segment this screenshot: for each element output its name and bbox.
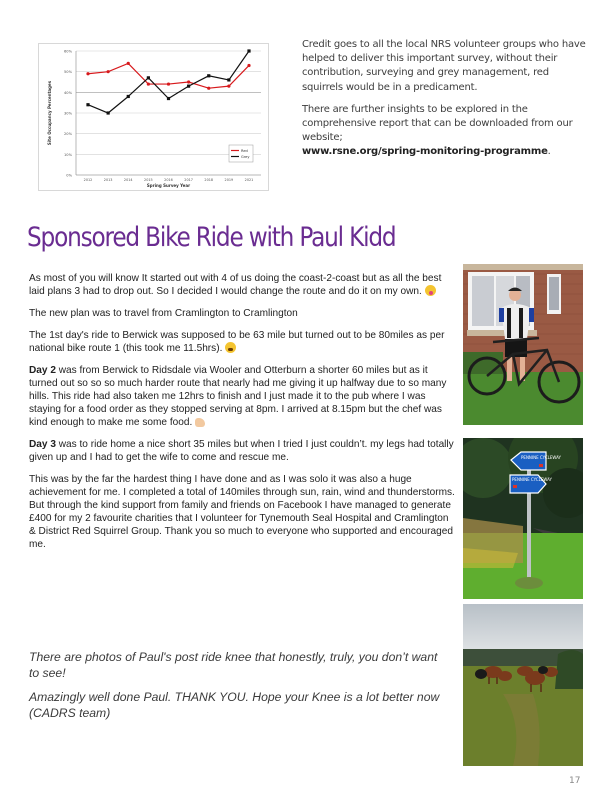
day1-text: The 1st day's ride to Berwick was supposed to be 63 mile but turned out to be 80miles as per national bike route 1 (this took me 11.5hrs). xyxy=(29,330,445,354)
y-tick-label: 30% xyxy=(64,111,72,116)
article-body xyxy=(29,272,457,560)
y-tick-label: 40% xyxy=(64,90,72,95)
data-point xyxy=(187,80,190,83)
day2-label: Day 2 xyxy=(29,365,56,376)
photo-cattle-field xyxy=(463,604,583,766)
data-point xyxy=(86,72,89,75)
data-point xyxy=(127,95,130,98)
y-tick-label: 10% xyxy=(64,152,72,157)
x-tick-label: 2012 xyxy=(83,178,93,182)
x-tick-label: 2016 xyxy=(164,178,173,182)
photo-paul-with-bike xyxy=(463,264,583,425)
data-point xyxy=(167,97,170,100)
quote-knee: There are photos of Paul's post ride knee that honestly, truly, you don’t want to see! xyxy=(29,650,438,680)
link-suffix: . xyxy=(547,146,551,158)
article-title: Sponsored Bike Ride with Paul Kidd xyxy=(27,222,396,253)
x-tick-label: 2018 xyxy=(204,178,214,182)
paragraph-day3 xyxy=(29,438,457,464)
weary-face-emoji-icon xyxy=(225,342,236,353)
day3-label: Day 3 xyxy=(29,439,56,450)
squirrel-occupancy-chart xyxy=(38,43,269,191)
report-paragraph xyxy=(302,103,592,160)
data-point xyxy=(227,85,230,88)
data-point xyxy=(147,76,150,79)
report-link[interactable]: www.rsne.org/spring-monitoring-programme xyxy=(302,146,548,158)
data-point xyxy=(167,82,170,85)
closing-quote xyxy=(29,650,449,730)
data-point xyxy=(107,111,110,114)
data-point xyxy=(107,70,110,73)
y-tick-label: 60% xyxy=(64,49,72,54)
x-tick-label: 2017 xyxy=(184,178,193,182)
data-point xyxy=(247,49,250,52)
credit-paragraph: Credit goes to all the local NRS volunteer groups who have helped to deliver this important survey, without their contribution, surveying and grey management, red squirrels would be in a predicament. xyxy=(302,39,586,93)
intro-text: As most of you will know It started out with 4 of us doing the coast-2-coast but as all the best laid plans 3 had to drop out. So I decided I would change the route and do it on my own. xyxy=(29,273,442,297)
data-point xyxy=(127,62,130,65)
page-number: 17 xyxy=(569,776,581,786)
day3-text: was to ride home a nice short 35 miles but when I tried I just couldn’t. my legs had totally given up and I had to get the wife to come and rescue me. xyxy=(29,439,454,463)
x-tick-label: 2019 xyxy=(224,178,234,182)
data-point xyxy=(207,74,210,77)
paragraph-summary: This was by the far the hardest thing I have done and as I was solo it was also a huge achievement for me. I completed a total of 140miles through sun, rain, wind and thunderstorms. But through the kind support from family and friends on Facebook I have managed to generate £400 for my 2 favourite charities that I volunteer for Tynemouth Seal Hospital and Cramlington & District Red Squirrel Group. Thank you so much to everyone who supported and encouraged me. xyxy=(29,474,455,550)
chart-legend xyxy=(229,145,253,162)
winking-tongue-emoji-icon xyxy=(425,285,436,296)
x-tick-label: 2015 xyxy=(144,178,153,182)
sign-text-lower: PENNINE CYCLEWAY xyxy=(512,477,552,482)
data-point xyxy=(147,82,150,85)
x-tick-label: 2014 xyxy=(123,178,133,182)
data-point xyxy=(86,103,89,106)
thumbs-up-emoji-icon xyxy=(195,418,205,427)
paragraph-intro xyxy=(29,272,457,298)
y-tick-label: 50% xyxy=(64,70,72,75)
data-point xyxy=(227,78,230,81)
y-tick-label: 0% xyxy=(66,173,72,178)
series-line-grey xyxy=(88,51,249,113)
y-tick-label: 20% xyxy=(64,132,72,137)
quote-thanks: Amazingly well done Paul. THANK YOU. Hope your Knee is a lot better now (CADRS team) xyxy=(29,690,440,720)
report-text: There are further insights to be explored in the comprehensive report that can be downloaded from our website; xyxy=(302,103,573,144)
legend-label: Grey xyxy=(241,154,250,159)
legend-label: Red xyxy=(241,148,248,153)
photo-cycleway-sign xyxy=(463,438,583,599)
day2-text: was from Berwick to Ridsdale via Wooler and Otterburn a shorter 60 miles but as it turned out so so so much harder route that nearly had me giving it up halfway due to so many hills. This ride had also taken me 12hrs to finish and I just made it to the pub where I was staying for a food order as they stopped serving at 8pm. I arrived at 8.15pm but the chef was kind enough to make me some food. xyxy=(29,365,447,428)
data-point xyxy=(187,85,190,88)
paragraph-day1 xyxy=(29,329,457,355)
sign-text-upper: PENNINE CYCLEWAY xyxy=(521,455,561,460)
x-tick-label: 2013 xyxy=(103,178,113,182)
x-axis-title: Spring Survey Year xyxy=(146,183,191,188)
paragraph-plan: The new plan was to travel from Cramlington to Cramlington xyxy=(29,308,298,319)
data-point xyxy=(207,87,210,90)
credit-text xyxy=(302,38,592,168)
x-tick-label: 2021 xyxy=(244,178,254,182)
paragraph-day2 xyxy=(29,364,457,429)
y-axis-title: Site Occupancy Percentages xyxy=(47,80,52,146)
line-chart xyxy=(39,44,268,190)
data-point xyxy=(247,64,250,67)
